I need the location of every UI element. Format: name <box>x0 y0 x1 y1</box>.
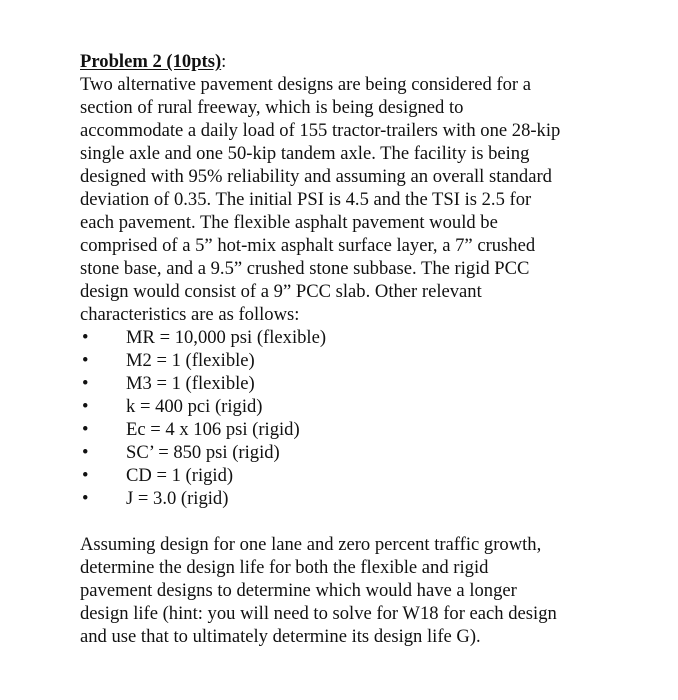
characteristics-list <box>80 326 640 510</box>
problem-intro-paragraph: Two alternative pavement designs are being considered for a section of rural freeway, which is being designed to accommodate a daily load of 155 tractor-trailers with one 28-kip single axle and one 50-kip tandem axle. The facility is being designed with 95% reliability and assuming an overall standard deviation of 0.35. The initial PSI is 4.5 and the TSI is 2.5 for each pavement. The flexible asphalt pavement would be comprised of a 5” hot-mix asphalt surface layer, a 7” crushed stone base, and a 9.5” crushed stone subbase. The rigid PCC design would consist of a 9” PCC slab. Other relevant characteristics are as follows: <box>80 74 561 325</box>
paragraph-spacer <box>80 510 640 533</box>
list-item <box>80 349 640 372</box>
characteristic-text: J = 3.0 (rigid) <box>126 488 229 509</box>
bullet-icon: • <box>82 419 89 440</box>
bullet-icon: • <box>82 373 89 394</box>
bullet-icon: • <box>82 350 89 371</box>
problem-closing-paragraph: Assuming design for one lane and zero percent traffic growth, determine the design life for both the flexible and rigid pavement designs to determine which would have a longer design life (hint: you will need to solve for W18 for each design and use that to ultimately determine its design life G). <box>80 534 557 647</box>
characteristic-text: k = 400 pci (rigid) <box>126 396 263 417</box>
characteristic-text: M3 = 1 (flexible) <box>126 373 255 394</box>
bullet-icon: • <box>82 488 89 509</box>
list-item <box>80 487 640 510</box>
list-item <box>80 372 640 395</box>
bullet-icon: • <box>82 396 89 417</box>
problem-document <box>80 50 640 648</box>
problem-title: Problem 2 (10pts) <box>80 51 222 72</box>
bullet-icon: • <box>82 327 89 348</box>
characteristic-text: CD = 1 (rigid) <box>126 465 234 486</box>
list-item <box>80 418 640 441</box>
list-item <box>80 441 640 464</box>
list-item <box>80 326 640 349</box>
characteristic-text: SC’ = 850 psi (rigid) <box>126 442 280 463</box>
problem-title-colon: : <box>221 51 227 72</box>
problem-heading <box>80 50 640 73</box>
bullet-icon: • <box>82 465 89 486</box>
characteristic-text: MR = 10,000 psi (flexible) <box>126 327 327 348</box>
bullet-icon: • <box>82 442 89 463</box>
characteristic-text: M2 = 1 (flexible) <box>126 350 255 371</box>
list-item <box>80 395 640 418</box>
list-item <box>80 464 640 487</box>
characteristic-text: Ec = 4 x 106 psi (rigid) <box>126 419 300 440</box>
